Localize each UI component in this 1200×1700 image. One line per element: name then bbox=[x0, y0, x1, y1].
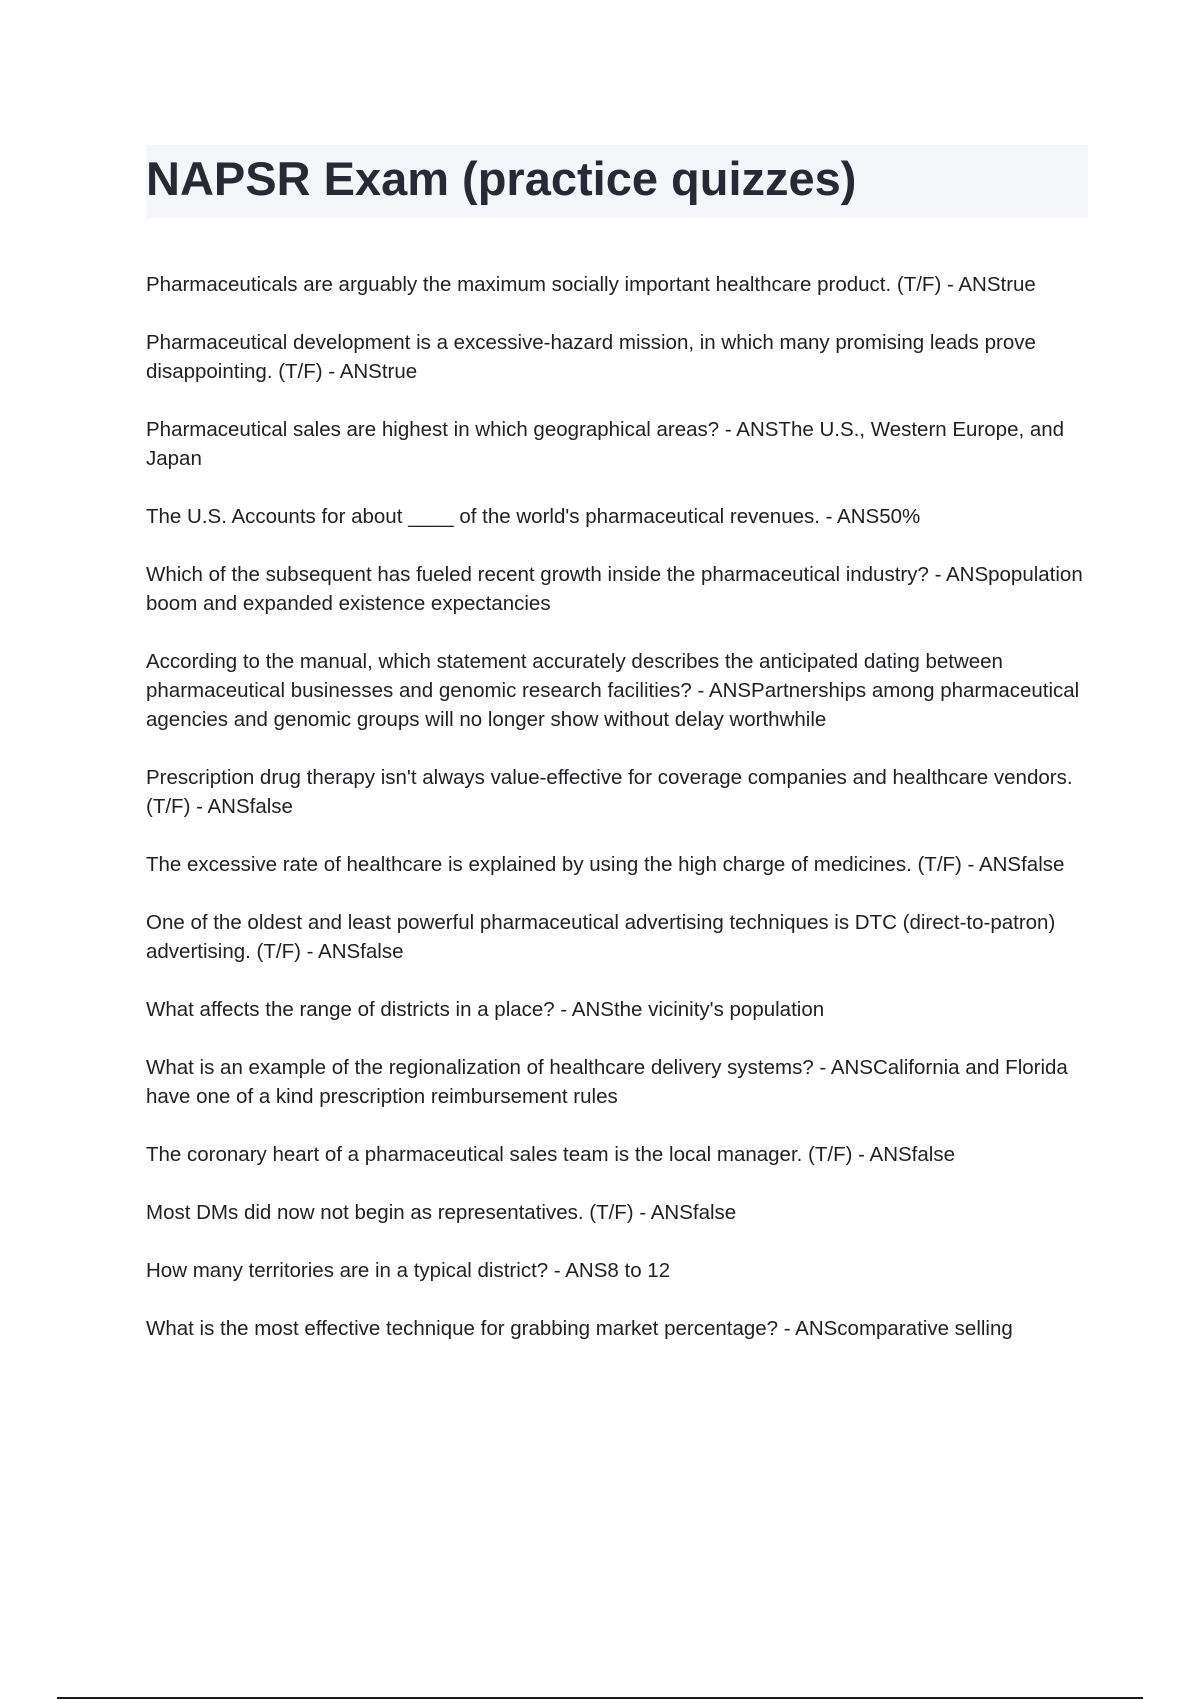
qa-item bbox=[146, 1314, 1091, 1343]
answer-text: ANSfalse bbox=[869, 1143, 955, 1166]
question-text: Prescription drug therapy isn't always value-effective for coverage companies and healthcare vendors. (T/F) - bbox=[146, 766, 1073, 818]
qa-item bbox=[146, 1140, 1091, 1169]
qa-item bbox=[146, 560, 1091, 618]
answer-text: ANSfalse bbox=[978, 853, 1065, 876]
qa-item bbox=[146, 647, 1091, 734]
answer-text: ANStrue bbox=[339, 360, 418, 383]
answer-text: ANSthe vicinity's population bbox=[571, 998, 825, 1021]
question-text: What affects the range of districts in a place? - bbox=[146, 998, 572, 1021]
answer-text: ANS8 to 12 bbox=[565, 1259, 671, 1282]
page-title: NAPSR Exam (practice quizzes) bbox=[146, 152, 857, 205]
answer-text: ANS50% bbox=[837, 505, 921, 528]
qa-item bbox=[146, 502, 1091, 531]
answer-text: ANSThe U.S., Western Europe, and Japan bbox=[146, 418, 1065, 470]
answer-text: ANStrue bbox=[958, 273, 1036, 296]
question-text: The coronary heart of a pharmaceutical sales team is the local manager. (T/F) - bbox=[146, 1143, 870, 1166]
question-text: According to the manual, which statement accurately describes the anticipated dating between pharmaceutical businesses and genomic research facilities? - bbox=[146, 650, 1003, 702]
answer-text: ANSfalse bbox=[207, 795, 293, 818]
answer-text: ANSCalifornia and Florida have one of a kind prescription reimbursement rules bbox=[146, 1056, 1068, 1108]
qa-item bbox=[146, 995, 1091, 1024]
qa-item bbox=[146, 415, 1091, 473]
question-text: What is an example of the regionalization of healthcare delivery systems? - bbox=[146, 1056, 831, 1079]
answer-text: ANSfalse bbox=[650, 1201, 737, 1224]
title-banner bbox=[146, 145, 1088, 218]
answer-text: ANSfalse bbox=[318, 940, 404, 963]
qa-item bbox=[146, 763, 1091, 821]
question-text: Pharmaceutical sales are highest in which geographical areas? - bbox=[146, 418, 737, 441]
qa-item bbox=[146, 850, 1091, 879]
question-text: What is the most effective technique for grabbing market percentage? - bbox=[146, 1317, 796, 1340]
question-text: The U.S. Accounts for about ____ of the world's pharmaceutical revenues. - bbox=[146, 505, 838, 528]
qa-item bbox=[146, 1256, 1091, 1285]
question-text: One of the oldest and least powerful pharmaceutical advertising techniques is DTC (direct-to-patron) advertising. (T/F) - bbox=[146, 911, 1056, 963]
question-text: The excessive rate of healthcare is explained by using the high charge of medicines. (T/F) - bbox=[146, 853, 979, 876]
qa-list bbox=[146, 270, 1091, 1372]
qa-item bbox=[146, 328, 1091, 386]
bottom-divider bbox=[57, 1697, 1143, 1699]
answer-text: ANSpopulation boom and expanded existence expectancies bbox=[146, 563, 1083, 615]
question-text: Pharmaceutical development is a excessive-hazard mission, in which many promising leads prove disappointing. (T/F) - bbox=[146, 331, 1036, 383]
qa-item bbox=[146, 270, 1091, 299]
answer-text: ANSPartnerships among pharmaceutical agencies and genomic groups will no longer show without delay worthwhile bbox=[146, 679, 1080, 731]
question-text: Which of the subsequent has fueled recent growth inside the pharmaceutical industry? - bbox=[146, 563, 946, 586]
question-text: Most DMs did now not begin as representatives. (T/F) - bbox=[146, 1201, 651, 1224]
answer-text: ANScomparative selling bbox=[795, 1317, 1013, 1340]
qa-item bbox=[146, 1198, 1091, 1227]
question-text: Pharmaceuticals are arguably the maximum socially important healthcare product. (T/F) - bbox=[146, 273, 959, 296]
qa-item bbox=[146, 1053, 1091, 1111]
qa-item bbox=[146, 908, 1091, 966]
question-text: How many territories are in a typical district? - bbox=[146, 1259, 566, 1282]
